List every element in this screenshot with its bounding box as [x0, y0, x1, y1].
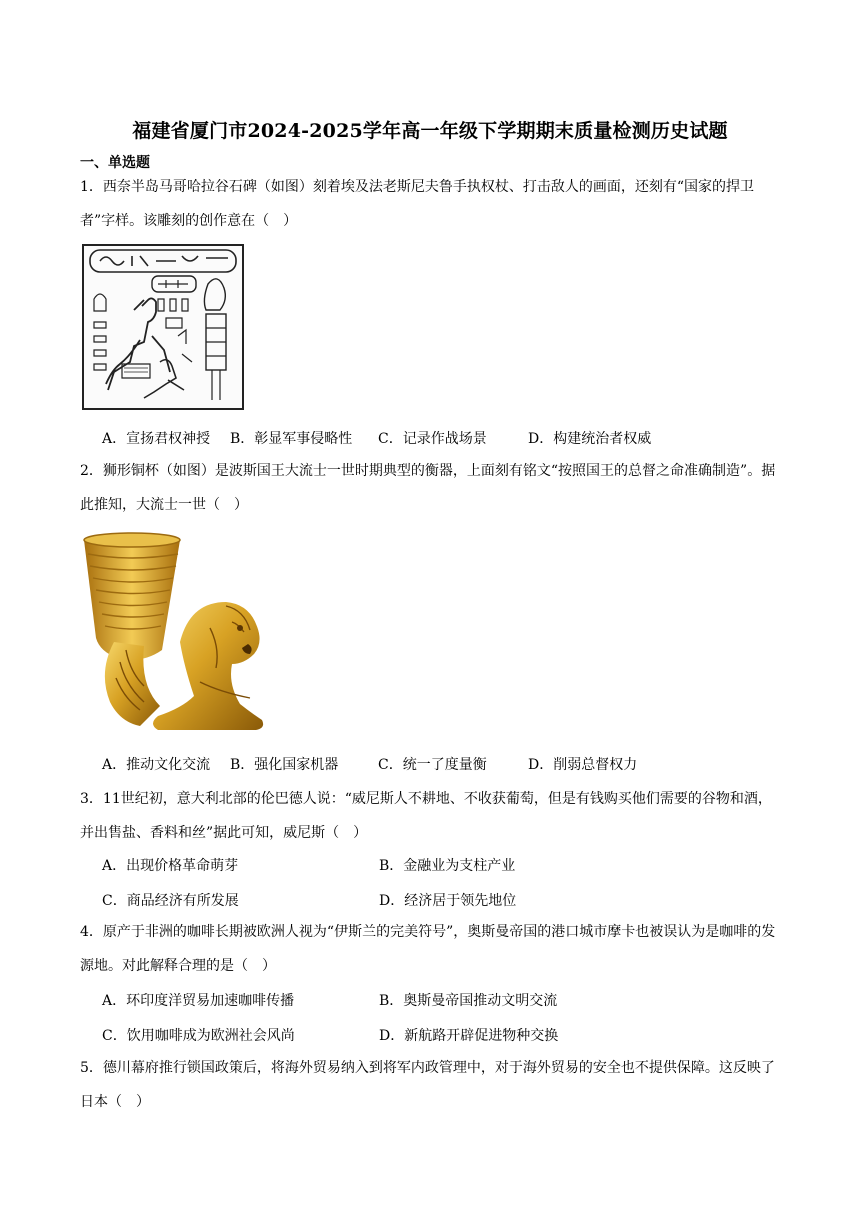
question-2-stem: 2．狮形铜杯（如图）是波斯国王大流士一世时期典型的衡器，上面刻有铭文“按照国王的总督之命准确制造”。据此推知，大流士一世（ ） — [80, 463, 776, 513]
q3-option-c[interactable]: C．商品经济有所发展 — [102, 892, 239, 909]
question-4-options — [102, 982, 782, 1052]
question-1-stem: 1．西奈半岛马哥哈拉谷石碑（如图）刻着埃及法老斯尼夫鲁手执权杖、打击敌人的画面，还刻有“国家的捍卫者”字样。该雕刻的创作意在（ ） — [80, 179, 755, 229]
question-2-options — [102, 754, 637, 774]
q4-option-b[interactable]: B．奥斯曼帝国推动文明交流 — [379, 992, 558, 1009]
q3-option-b[interactable]: B．金融业为支柱产业 — [379, 857, 516, 874]
question-1-options — [102, 428, 651, 448]
q1-option-d[interactable]: D．构建统治者权威 — [528, 431, 652, 447]
q2-option-d[interactable]: D．削弱总督权力 — [528, 757, 638, 773]
question-3-options — [102, 847, 782, 917]
lion-rhyton-image — [80, 532, 276, 740]
q1-option-a[interactable]: A．宣扬君权神授 — [102, 431, 211, 447]
q2-option-a[interactable]: A．推动文化交流 — [102, 757, 211, 773]
q2-option-b[interactable]: B．强化国家机器 — [230, 757, 339, 773]
question-3-stem: 3．11世纪初，意大利北部的伦巴德人说：“威尼斯人不耕地、不收获葡萄，但是有钱购买他们需要的谷物和酒，并出售盐、香料和丝”据此可知，威尼斯（ ） — [80, 791, 772, 841]
q1-option-b[interactable]: B．彰显军事侵略性 — [230, 431, 353, 447]
q4-option-a[interactable]: A．环印度洋贸易加速咖啡传播 — [102, 992, 295, 1009]
stele-image — [82, 244, 244, 414]
q4-option-c[interactable]: C．饮用咖啡成为欧洲社会风尚 — [102, 1027, 295, 1044]
q1-option-c[interactable]: C．记录作战场景 — [378, 431, 487, 447]
question-4-stem: 4．原产于非洲的咖啡长期被欧洲人视为“伊斯兰的完美符号”，奥斯曼帝国的港口城市摩卡也被误认为是咖啡的发源地。对此解释合理的是（ ） — [80, 924, 776, 974]
section-heading: 一、单选题 — [80, 155, 150, 171]
question-5-stem: 5．德川幕府推行锁国政策后，将海外贸易纳入到将军内政管理中，对于海外贸易的安全也不提供保障。这反映了日本（ ） — [80, 1060, 775, 1110]
exam-title: 福建省厦门市2024-2025学年高一年级下学期期末质量检测历史试题 — [132, 120, 728, 142]
q4-option-d[interactable]: D．新航路开辟促进物种交换 — [379, 1027, 559, 1044]
q3-option-a[interactable]: A．出现价格革命萌芽 — [102, 857, 239, 874]
q2-option-c[interactable]: C．统一了度量衡 — [378, 757, 487, 773]
q3-option-d[interactable]: D．经济居于领先地位 — [379, 892, 517, 909]
